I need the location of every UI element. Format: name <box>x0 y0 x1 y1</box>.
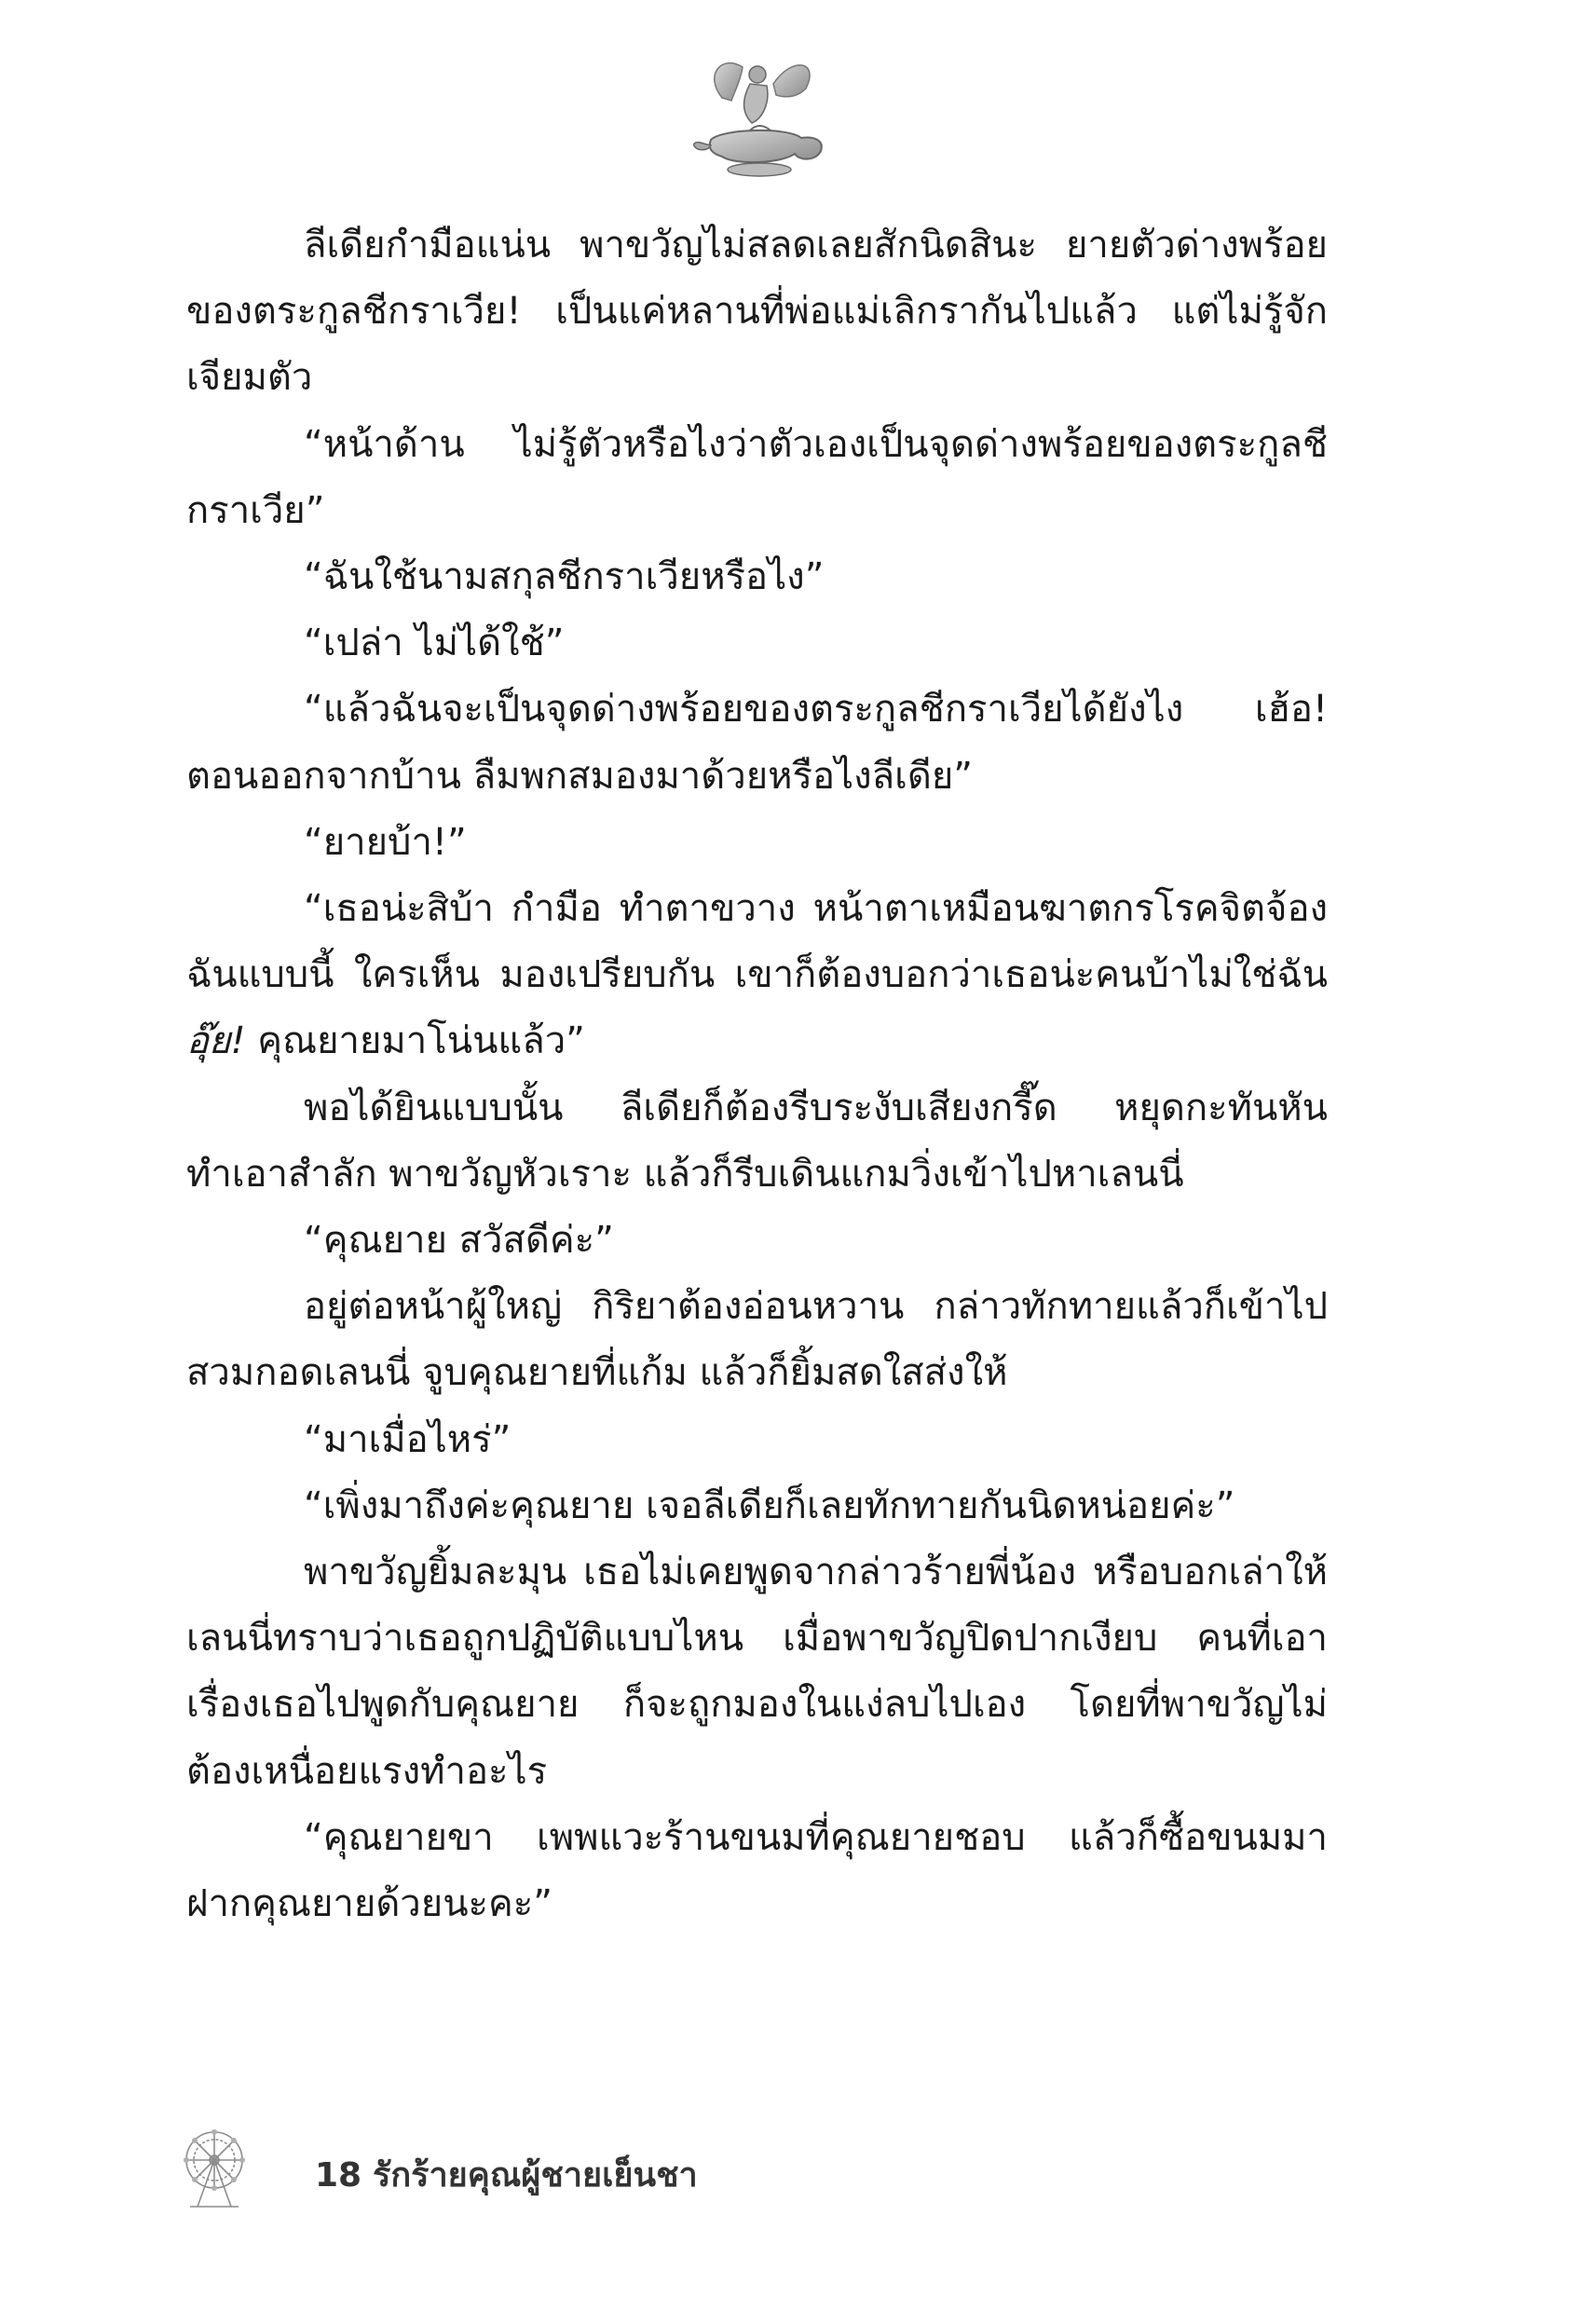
body-text <box>186 212 1328 1937</box>
paragraph: “ฉันใช้นามสกุลชีกราเวียหรือไง” <box>304 555 825 599</box>
paragraph: พาขวัญยิ้มละมุน เธอไม่เคยพูดจากล่าวร้ายพี่น้อง หรือบอกเล่าให้เลนนี่ทราบว่าเธอถูกปฏิบัติแบบไหน เมื่อพาขวัญปิดปากเงียบ คนที่เอาเรื่องเธอไปพูดกับคุณยาย ก็จะถูกมองในแง่ลบไปเอง โดยที่พาขวัญไม่ต้องเหนื่อยแรงทำอะไร <box>186 1551 1328 1793</box>
book-title: รักร้ายคุณผู้ชายเย็นชา <box>373 2156 698 2195</box>
angel-lamp-icon <box>685 47 834 186</box>
paragraph: “คุณยาย สวัสดีค่ะ” <box>304 1219 614 1263</box>
page-number: 18 <box>315 2156 362 2195</box>
paragraph: “แล้วฉันจะเป็นจุดด่างพร้อยของตระกูลชีกราเวียได้ยังไง เฮ้อ! ตอนออกจากบ้าน ลืมพกสมองมาด้วยหรือไงลีเดีย” <box>186 688 1328 798</box>
paragraph-text-after: คุณยายมาโน่นแล้ว” <box>245 1019 585 1063</box>
italic-exclamation: อุ๊ย! <box>186 1019 246 1063</box>
paragraph: “หน้าด้าน ไม่รู้ตัวหรือไงว่าตัวเองเป็นจุดด่างพร้อยของตระกูลชีกราเวีย” <box>186 422 1328 532</box>
paragraph: “เปล่า ไม่ได้ใช้” <box>304 622 565 665</box>
paragraph: “ยายบ้า!” <box>304 820 467 864</box>
ferris-wheel-icon <box>177 2125 252 2210</box>
page-footer <box>177 2125 922 2218</box>
paragraph: “คุณยายขา เพพแวะร้านขนมที่คุณยายชอบ แล้วก็ซื้อขนมมาฝากคุณยายด้วยนะคะ” <box>186 1815 1328 1926</box>
paragraph: “มาเมื่อไหร่” <box>304 1417 512 1461</box>
paragraph <box>186 876 1328 1075</box>
paragraph: ลีเดียกำมือแน่น พาขวัญไม่สลดเลยสักนิดสินะ ยายตัวด่างพร้อยของตระกูลชีกราเวีย! เป็นแค่หลานที่พ่อแม่เลิกรากันไปแล้ว แต่ไม่รู้จักเจียมตัว <box>186 224 1328 400</box>
paragraph-text: “เธอน่ะสิบ้า กำมือ ทำตาขวาง หน้าตาเหมือนฆาตกรโรคจิตจ้องฉันแบบนี้ ใครเห็น มองเปรียบกัน เขาก็ต้องบอกว่าเธอน่ะคนบ้าไม่ใช่ฉัน <box>186 887 1328 997</box>
paragraph: พอได้ยินแบบนั้น ลีเดียก็ต้องรีบระงับเสียงกรี๊ด หยุดกะทันหันทำเอาสำลัก พาขวัญหัวเราะ แล้วก็รีบเดินแกมวิ่งเข้าไปหาเลนนี่ <box>186 1086 1328 1196</box>
paragraph: อยู่ต่อหน้าผู้ใหญ่ กิริยาต้องอ่อนหวาน กล่าวทักทายแล้วก็เข้าไปสวมกอดเลนนี่ จูบคุณยายที่แก้ม แล้วก็ยิ้มสดใสส่งให้ <box>186 1285 1328 1395</box>
paragraph: “เพิ่งมาถึงค่ะคุณยาย เจอลีเดียก็เลยทักทายกันนิดหน่อยค่ะ” <box>304 1484 1235 1527</box>
